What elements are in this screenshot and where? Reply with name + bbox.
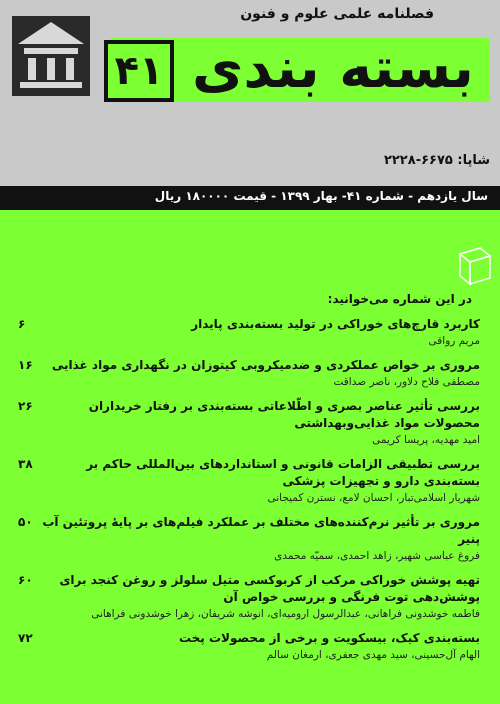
- issue-number: ۴۱: [104, 40, 174, 102]
- toc-entry-title-text: کاربرد قارچ‌های خوراکی در تولید بسته‌بندی پایدار: [191, 317, 480, 331]
- toc-entry-title-text: تهیه پوشش خوراکی مرکب از کربوکسی متیل سلولز و روغن کنجد برای پوشش‌دهی توت فرنگی و بررسی خواص آن: [59, 573, 480, 604]
- toc-entry-title: [18, 316, 480, 333]
- toc-entry-title: [18, 630, 480, 647]
- toc-entry-title-text: بررسی تأثیر عناصر بصری و اطّلاعاتی بسته‌بندی بر رفتار خریداران محصولات مواد غذایی‌وبهداشتی: [88, 399, 480, 430]
- publisher-name: فصلنامه علمی علوم و فنون: [240, 6, 434, 22]
- toc-entry[interactable]: [18, 572, 480, 622]
- toc-entry-title: [18, 357, 480, 374]
- toc-entry-title: [18, 514, 480, 548]
- toc-entry-page: ۲۶: [18, 399, 33, 413]
- toc-entry-title-text: مروری بر تأثیر نرم‌کننده‌های مختلف بر عملکرد فیلم‌های بر پایهٔ پروتئین آب پنیر: [42, 515, 480, 546]
- toc-entry-title-text: مروری بر خواص عملکردی و ضدمیکروبی کیتوزان در نگهداری مواد غذایی: [51, 358, 480, 372]
- toc-entry-authors: شهریار اسلامی‌تبار، احسان لامع، نسترن کمیجانی: [267, 492, 480, 504]
- issn: شاپا: ۶۶۷۵-۲۲۲۸: [383, 153, 490, 168]
- table-of-contents: [18, 316, 480, 671]
- toc-entry-title: [18, 398, 480, 432]
- toc-entry-page: ۷۲: [18, 631, 33, 645]
- toc-entry-page: ۵۰: [18, 515, 33, 529]
- toc-entry[interactable]: [18, 398, 480, 448]
- cover-header: [0, 0, 500, 186]
- issue-info-bar: [0, 186, 500, 210]
- issue-info: سال یازدهم - شماره ۴۱- بهار ۱۳۹۹ - قیمت ۱۸۰۰۰۰ ریال: [154, 189, 488, 203]
- toc-heading: در این شماره می‌خوانید:: [327, 292, 472, 306]
- university-logo-icon: [6, 12, 96, 100]
- toc-entry-page: ۶: [18, 317, 26, 331]
- toc-entry[interactable]: [18, 514, 480, 564]
- toc-entry-title-text: بررسی تطبیقی الزامات قانونی و استانداردهای بین‌المللی حاکم بر بسته‌بندی دارو و تجهیزات پزشکی: [86, 457, 480, 488]
- toc-entry-authors: امید مهدیه، پریسا کریمی: [372, 434, 480, 446]
- toc-entry-title: [18, 456, 480, 490]
- toc-entry[interactable]: [18, 357, 480, 390]
- toc-entry-authors: فاطمه خوشدونی فراهانی، عبدالرسول ارومیه‌ای، انوشه شریفان، زهرا خوشدونی فراهانی: [91, 608, 480, 620]
- toc-entry[interactable]: [18, 316, 480, 349]
- toc-entry-authors: فروغ عباسی شهیر، زاهد احمدی، سمیّه محمدی: [274, 550, 480, 562]
- toc-entry-page: ۶۰: [18, 573, 33, 587]
- toc-entry[interactable]: [18, 456, 480, 506]
- toc-entry-page: ۱۶: [18, 358, 33, 372]
- box-outline-icon: [454, 244, 494, 288]
- toc-entry[interactable]: [18, 630, 480, 663]
- toc-entry-title-text: بسته‌بندی کیک، بیسکویت و برخی از محصولات پخت: [178, 631, 480, 645]
- toc-entry-authors: مریم رواقی: [428, 335, 480, 347]
- journal-title: بسته بندی: [192, 36, 474, 101]
- toc-entry-page: ۳۸: [18, 457, 33, 471]
- toc-entry-authors: مصطفی فلاح دلاور، ناصر صداقت: [333, 376, 480, 388]
- toc-entry-authors: الهام آل‌حسینی، سید مهدی جعفری، ارمغان سالم: [266, 649, 480, 661]
- toc-entry-title: [18, 572, 480, 606]
